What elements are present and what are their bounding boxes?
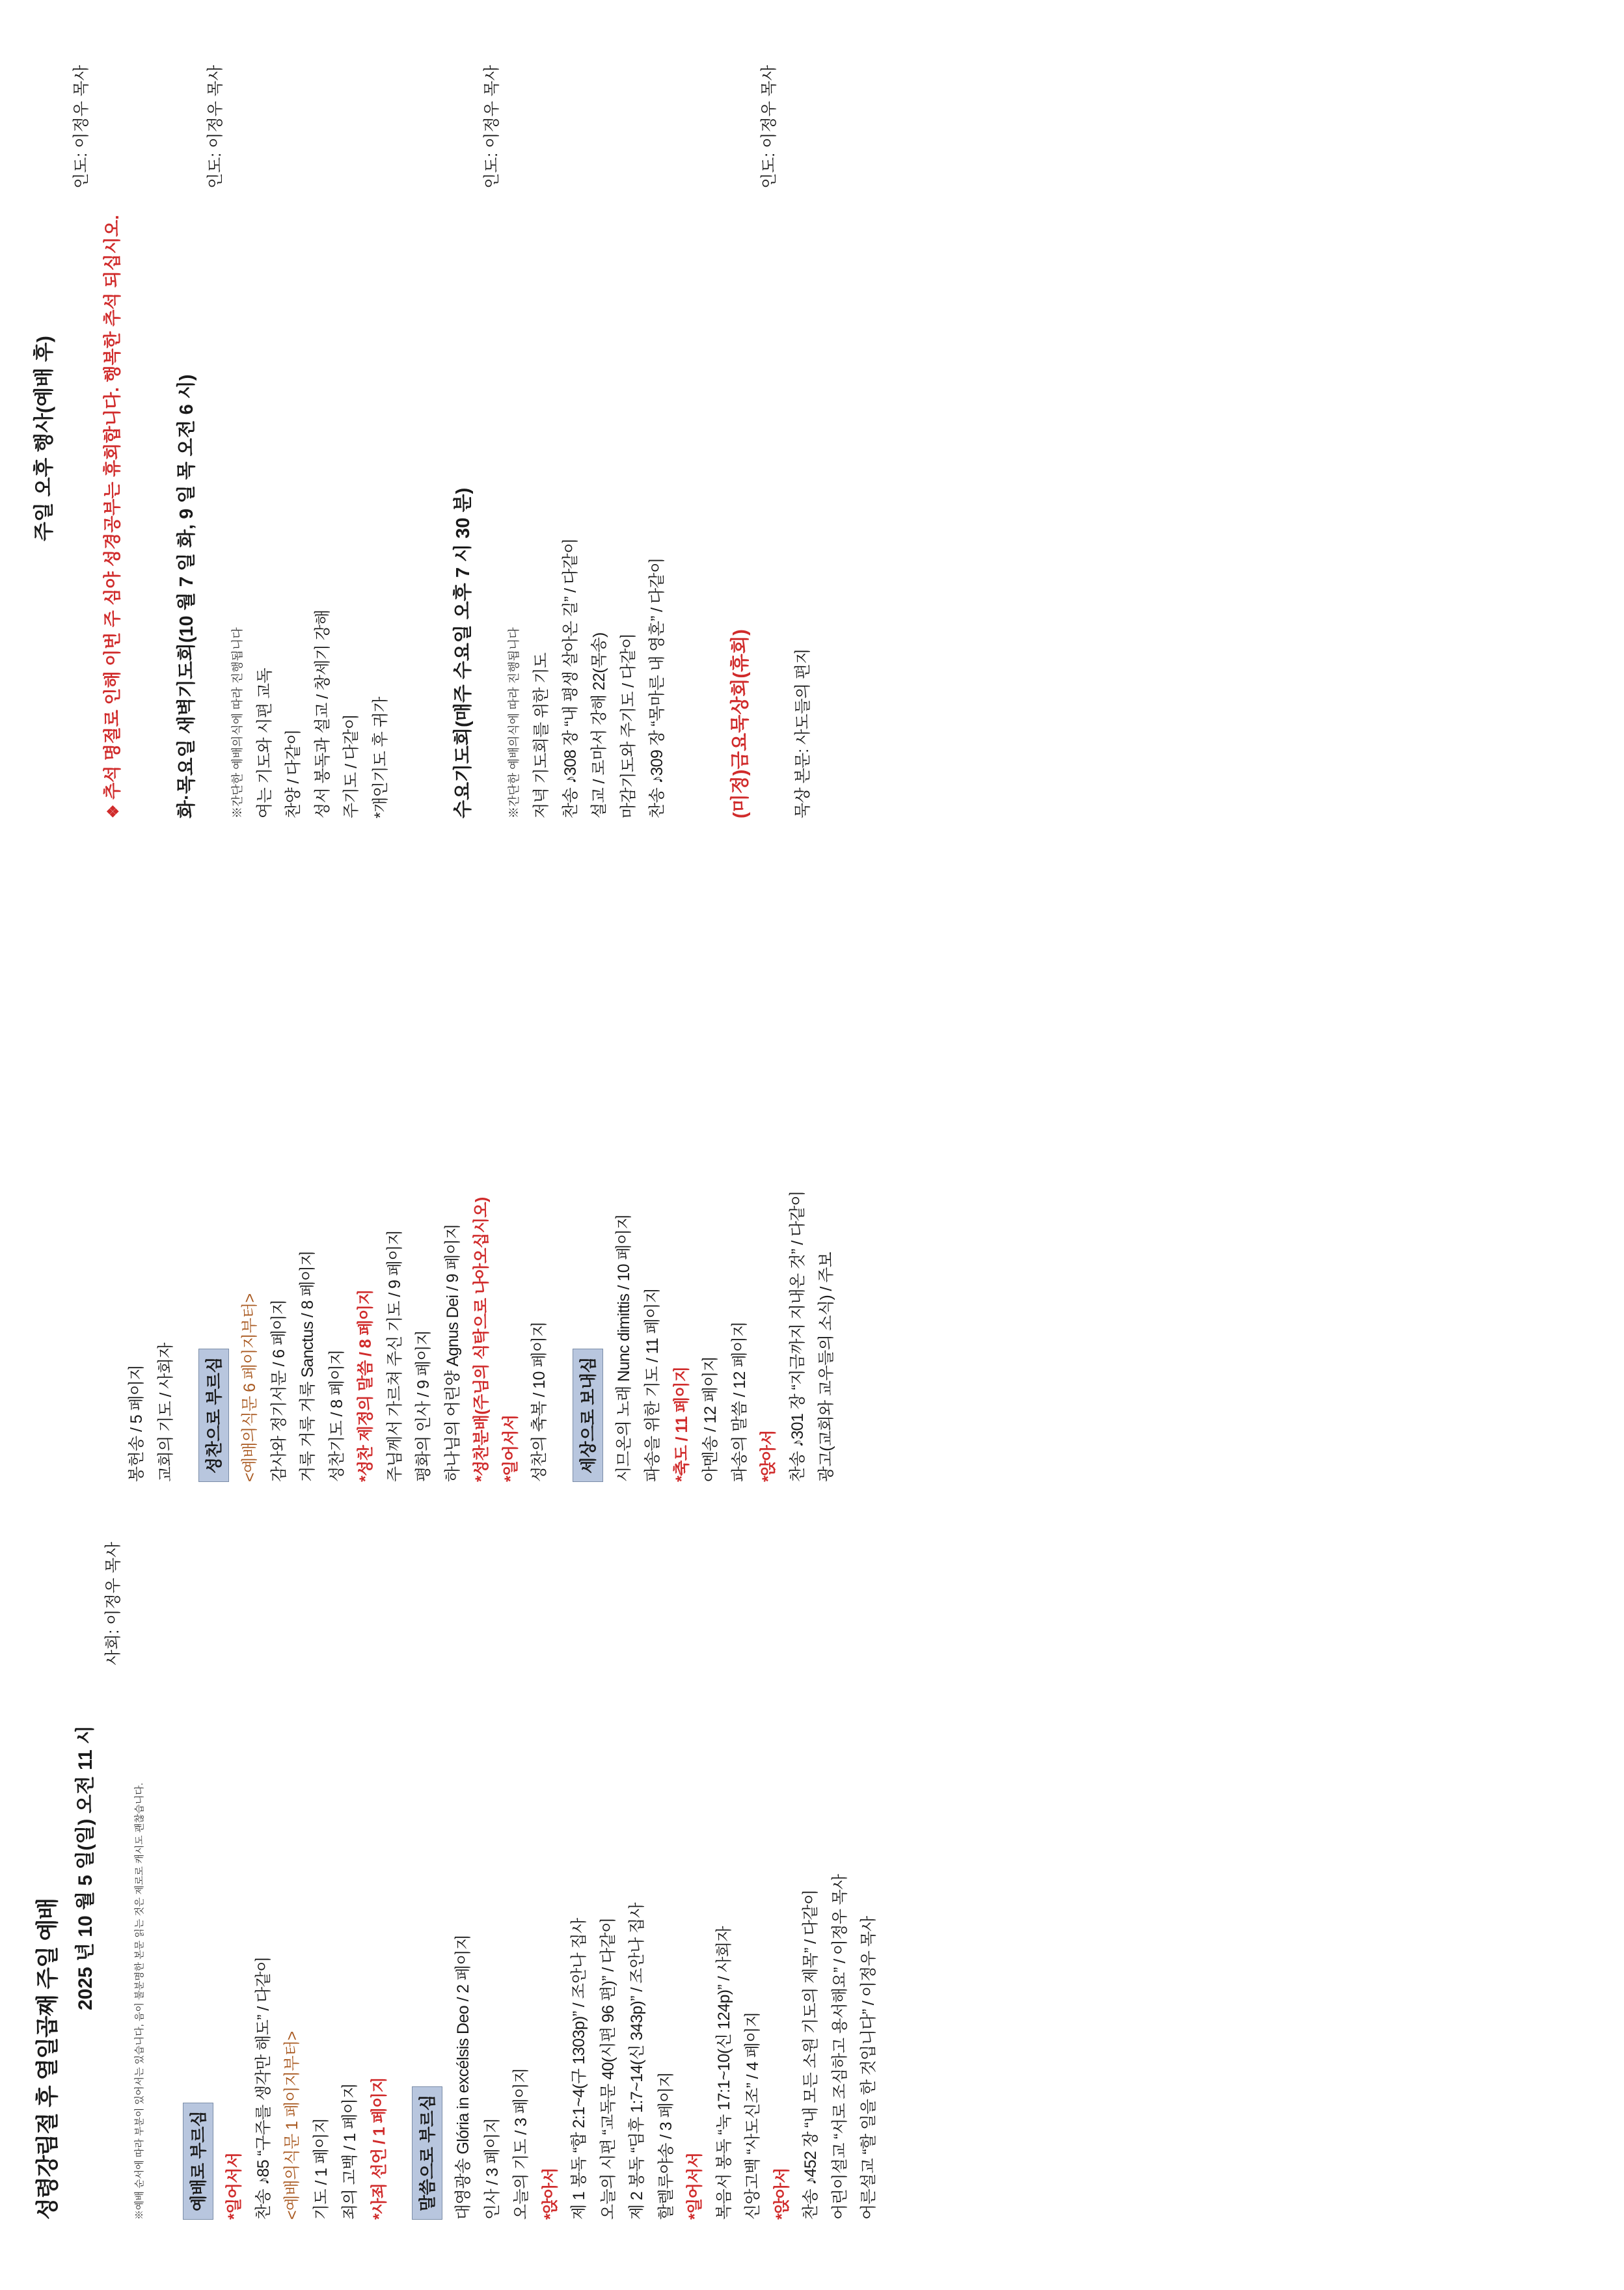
service-leader: 인도: 이정우 목사	[483, 65, 501, 189]
list-item: 하나님의 어린양 Agnus Dei / 9 페이지	[443, 1224, 462, 1482]
list-item: 아멘송 / 12 페이지	[701, 1356, 720, 1482]
list-item: 묵상 본문: 사도들의 편지	[793, 649, 812, 818]
communion-column	[26, 835, 1598, 1499]
list-item: 복음서 봉독 “눅 17:1~10(신 124p)” / 사회자	[714, 1926, 733, 2220]
list-item: 파송을 위한 기도 / 11 페이지	[643, 1287, 662, 1482]
list-item: 죄의 고백 / 1 페이지	[341, 2083, 359, 2220]
list-item: 봉헌송 / 5 페이지	[128, 1365, 146, 1482]
list-item: 찬양 / 다같이	[284, 729, 303, 818]
list-item: 시므온의 노래 Nunc dimittis / 10 페이지	[614, 1214, 633, 1482]
page-title: 성령강림절 후 열일곱째 주일 예배	[35, 1898, 61, 2220]
holiday-notice	[100, 59, 126, 818]
list-item: 성서 봉독과 설교 / 창세기 강해	[313, 610, 332, 818]
section-tag-call-to-worship: 예배로 부르심	[183, 2103, 213, 2220]
service-title: 수요기도회(매주 수요일 오후 7 시 30 분)	[453, 487, 474, 818]
list-item: 제 2 봉독 “딤후 1:7~14(신 343p)” / 조안나 집사	[628, 1902, 646, 2220]
list-item: *성찬분배(주님의 식탁으로 나아오십시오)	[472, 1197, 491, 1482]
worship-footnote: ※예배 순서에 따라 부분이 있어서는 있습니다, 음이 불분명한 본문 읽는 것은 제로로 캐시도 괜찮습니다.	[134, 1783, 145, 2220]
service-leader: 인도: 이정우 목사	[759, 65, 778, 189]
list-item: 대영광송 Glória in excélsis Deo / 2 페이지	[454, 1934, 472, 2220]
service-date: 2025 년 10 월 5 일(일) 오전 11 시	[75, 1725, 96, 2011]
list-item: 저녁 기도회를 위한 기도	[532, 653, 550, 818]
holiday-notice-text: 추석 명절로 인해 이번 주 심야 성경공부는 휴회합니다. 행복한 추석 되십시오.	[103, 215, 122, 800]
list-item: 여는 기도와 시편 교독	[255, 668, 274, 818]
list-item: 인사 / 3 페이지	[483, 2118, 502, 2220]
list-item: *앉아서	[772, 2168, 791, 2220]
service-note: ※간단한 예배의식에 따라 진행됩니다	[508, 627, 521, 818]
bulletin-columns	[26, 39, 1598, 2251]
list-item: 찬송 ♪452 장 “내 모든 소원 기도의 제목” / 다같이	[802, 1889, 820, 2220]
service-title: (미정)금요묵상회(휴회)	[729, 629, 751, 818]
section-body-call-to-worship	[221, 1516, 392, 2220]
service-note: ※간단한 예배의식에 따라 진행됩니다	[230, 627, 244, 818]
list-item: 성찬기도 / 8 페이지	[327, 1349, 346, 1482]
section-tag-sending-to-world: 세상으로 보내심	[573, 1349, 603, 1482]
list-item: 찬송 ♪309 장 “목마른 내 영혼” / 다같이	[648, 558, 666, 818]
order-of-worship-column	[26, 1499, 1598, 2251]
list-item: *사죄 선언 / 1 페이지	[370, 2077, 388, 2220]
list-item: *일어서서	[686, 2152, 704, 2220]
service-title: 화·목요일 새벽기도회(10 월 7 일 화, 9 일 목 오전 6 시)	[176, 374, 197, 818]
section-tag-call-to-word: 말씀으로 부르심	[412, 2086, 442, 2220]
service-wednesday-prayer	[448, 59, 671, 818]
list-item: 성찬의 축복 / 10 페이지	[530, 1321, 548, 1482]
list-item: *앉아서	[759, 1430, 778, 1482]
service-dawn-prayer	[172, 59, 394, 818]
list-item: 광고(교회와 교우들의 소식) / 주보	[817, 1252, 835, 1482]
section-body-call-to-word	[450, 1516, 882, 2220]
list-item: 주기도 / 다같이	[342, 714, 360, 818]
section-body-communion	[237, 852, 553, 1482]
list-item: 어린이설교 “서로 조심하고 용서해요” / 이정우 목사	[830, 1874, 849, 2220]
list-item: 오늘의 기도 / 3 페이지	[512, 2068, 530, 2220]
afternoon-events-leader: 인도: 이정우 목사	[72, 65, 90, 189]
list-item: 감사와 정기서문 / 6 페이지	[269, 1299, 288, 1482]
list-item: 찬송 ♪301 장 “지금까지 지내온 것” / 다같이	[788, 1191, 807, 1482]
list-item: *개인기도 후 귀가	[371, 697, 390, 818]
list-item: <예배의식문 1 페이지부터>	[283, 2031, 301, 2220]
list-item: 설교 / 로마서 강해 22(목송)	[590, 632, 608, 818]
list-item: *일어서서	[225, 2152, 243, 2220]
list-item: 찬송 ♪308 장 “내 평생 살아온 길” / 다같이	[561, 538, 580, 818]
list-item: *축도 / 11 페이지	[672, 1366, 691, 1482]
list-item: 교회의 기도 / 사회자	[156, 1343, 175, 1482]
list-item: *일어서서	[501, 1414, 520, 1482]
list-item: 주님께서 가르쳐 주신 기도 / 9 페이지	[385, 1230, 404, 1482]
list-item: 제 1 봉독 “합 2:1~4(구 1303p)” / 조안나 집사	[570, 1918, 588, 2220]
service-leader: 인도: 이정우 목사	[206, 65, 224, 189]
top-spacer	[26, 852, 124, 1482]
list-item: 파송의 말씀 / 12 페이지	[730, 1321, 749, 1482]
list-item: *성찬 제정의 말씀 / 8 페이지	[357, 1289, 375, 1482]
afternoon-events-heading: 주일 오후 행사(예배 후)	[33, 336, 55, 541]
section-body-sending	[611, 852, 840, 1482]
list-item: 신앙고백 “사도신조” / 4 페이지	[744, 2012, 762, 2220]
list-item: 할렐루야송 / 3 페이지	[656, 2071, 675, 2220]
list-item: 마감기도와 주기도 / 다같이	[619, 633, 638, 818]
list-item: 기도 / 1 페이지	[312, 2118, 331, 2220]
list-item: *앉아서	[541, 2168, 560, 2220]
section-tag-call-to-communion: 성찬으로 부르심	[198, 1349, 229, 1482]
diamond-icon: ❖	[105, 804, 122, 818]
list-item: 찬송 ♪85 “구주를 생각만 해도” / 다같이	[254, 1956, 273, 2220]
list-item: 어른설교 “할 일을 한 것입니다” / 이정우 목사	[859, 1916, 878, 2220]
weekly-services-column	[26, 39, 1598, 835]
list-item: 거룩 거룩 거룩 Sanctus / 8 페이지	[299, 1250, 317, 1482]
list-item: <예배의식문 6 페이지부터>	[241, 1293, 259, 1482]
list-item: 평화의 인사 / 9 페이지	[414, 1330, 433, 1482]
service-friday-meditation	[725, 59, 817, 818]
list-item: 오늘의 시편 “교독문 40(시편 96 편)” / 다같이	[599, 1917, 617, 2220]
service-presider: 사회: 이정우 목사	[104, 1542, 122, 1665]
